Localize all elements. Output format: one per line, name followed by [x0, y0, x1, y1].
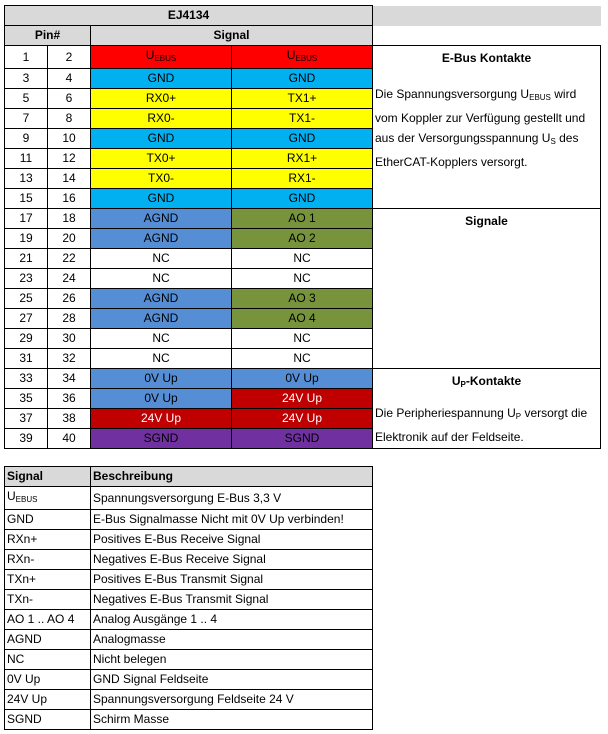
signal-cell	[232, 89, 373, 109]
signal-cell	[232, 109, 373, 129]
signal-text: GND	[147, 191, 175, 205]
pin-number: 27	[5, 309, 48, 329]
signal-cell	[232, 69, 373, 89]
legend-row	[5, 630, 373, 650]
signal-cell	[232, 129, 373, 149]
signal-text: AGND	[143, 291, 179, 305]
signal-cell	[232, 249, 373, 269]
legend-row	[5, 510, 373, 530]
pin-number: 35	[5, 389, 48, 409]
signal-text: NC	[7, 652, 25, 666]
signal-cell	[232, 229, 373, 249]
signal-text: RX0-	[147, 111, 175, 125]
pin-number: 34	[48, 369, 91, 389]
signal-cell	[232, 429, 373, 449]
pin-number: 19	[5, 229, 48, 249]
signal-text: TX1+	[287, 91, 317, 105]
pin-number: 33	[5, 369, 48, 389]
signal-cell	[91, 409, 232, 429]
signal-text: GND	[147, 131, 175, 145]
signal-text: NC	[293, 251, 311, 265]
pin-number: 39	[5, 429, 48, 449]
signal-text: GND	[288, 131, 316, 145]
legend-signal	[5, 710, 91, 730]
pin-number: 32	[48, 349, 91, 369]
pin-rows	[5, 46, 601, 449]
legend-description: GND Signal Feldseite	[91, 670, 373, 690]
signal-text: TXn-	[7, 592, 34, 606]
signal-text: U	[145, 48, 155, 62]
signal-text: GND	[7, 512, 34, 526]
signal-text: NC	[293, 351, 311, 365]
signal-text: AO 4	[288, 311, 316, 325]
legend-rows	[5, 487, 373, 730]
legend-description: Negatives E-Bus Receive Signal	[91, 550, 373, 570]
signal-cell	[232, 409, 373, 429]
signal-text: 24V Up	[281, 411, 323, 425]
legend-description-header: Beschreibung	[91, 467, 373, 487]
signal-text: RX1+	[286, 151, 318, 165]
signal-cell	[91, 309, 232, 329]
pin-header: Pin#	[5, 26, 91, 46]
signal-text: 24V Up	[140, 411, 182, 425]
pin-number: 6	[48, 89, 91, 109]
pin-number: 26	[48, 289, 91, 309]
legend-row	[5, 530, 373, 550]
signal-cell	[232, 349, 373, 369]
pin-number: 2	[48, 46, 91, 69]
legend-row	[5, 487, 373, 510]
ebus-heading: E-Bus Kontakte	[441, 51, 532, 65]
signal-text: AO 1	[288, 211, 316, 225]
legend-row	[5, 690, 373, 710]
signal-cell	[91, 129, 232, 149]
pin-number: 23	[5, 269, 48, 289]
legend-description: Nicht belegen	[91, 650, 373, 670]
pin-number: 15	[5, 189, 48, 209]
signal-text: AGND	[143, 311, 179, 325]
signal-text: RX1-	[288, 171, 316, 185]
pin-number: 25	[5, 289, 48, 309]
pin-number: 14	[48, 169, 91, 189]
ebus-text: Die Spannungsversorgung $U_{EBUS}$ wird vom Koppler zur Verfügung gestellt und aus der Versorgungsspannung $U_S$ des EtherCAT-Kopplers versorgt.	[375, 87, 586, 169]
legend-signal	[5, 487, 91, 510]
legend-description: Spannungsversorgung E-Bus 3,3 V	[91, 487, 373, 510]
pin-number: 22	[48, 249, 91, 269]
table-title: EJ4134	[5, 6, 373, 26]
signal-cell	[232, 46, 373, 69]
signal-text: NC	[152, 251, 170, 265]
signal-text: NC	[152, 351, 170, 365]
signal-cell	[232, 329, 373, 349]
signal-text: AGND	[143, 211, 179, 225]
legend-signal	[5, 610, 91, 630]
signal-text: GND	[288, 191, 316, 205]
pin-number: 40	[48, 429, 91, 449]
legend-row	[5, 670, 373, 690]
signal-cell	[232, 169, 373, 189]
signal-cell	[91, 349, 232, 369]
pin-number: 30	[48, 329, 91, 349]
signal-cell	[232, 369, 373, 389]
legend-table	[4, 466, 373, 730]
signal-cell	[91, 169, 232, 189]
pin-number: 38	[48, 409, 91, 429]
signal-cell	[91, 69, 232, 89]
legend-description: Analog Ausgänge 1 .. 4	[91, 610, 373, 630]
signal-text: AGND	[143, 231, 179, 245]
ebus-description	[373, 46, 601, 209]
legend-signal	[5, 670, 91, 690]
signal-text: TX0-	[147, 171, 174, 185]
signal-cell	[91, 369, 232, 389]
signal-text: U	[286, 48, 296, 62]
signal-subscript: EBUS	[295, 54, 318, 63]
signal-text: AO 2	[288, 231, 316, 245]
signal-text: SGND	[143, 431, 179, 445]
signal-text: GND	[147, 71, 175, 85]
pin-number: 7	[5, 109, 48, 129]
pin-number: 16	[48, 189, 91, 209]
signale-description	[373, 209, 601, 369]
pin-number: 10	[48, 129, 91, 149]
signal-cell	[232, 149, 373, 169]
signal-text: AO 3	[288, 291, 316, 305]
legend-signal	[5, 530, 91, 550]
signal-text: TX0+	[146, 151, 176, 165]
pinout-table	[4, 5, 601, 449]
pin-row	[5, 46, 601, 69]
pin-number: 31	[5, 349, 48, 369]
legend-signal-header: Signal	[5, 467, 91, 487]
signal-cell	[91, 329, 232, 349]
signal-text: TXn+	[7, 572, 37, 586]
legend-signal	[5, 590, 91, 610]
pin-number: 29	[5, 329, 48, 349]
pin-row	[5, 209, 601, 229]
pin-number: 13	[5, 169, 48, 189]
pin-row	[5, 369, 601, 389]
pin-number: 21	[5, 249, 48, 269]
signal-text: 0V Up	[7, 672, 41, 686]
signal-text: RX0+	[145, 91, 177, 105]
legend-row	[5, 710, 373, 730]
pin-number: 20	[48, 229, 91, 249]
signal-cell	[232, 389, 373, 409]
legend-signal	[5, 630, 91, 650]
up-text: Die Peripheriespannung $U_P$ versorgt die Elektronik auf der Feldseite.	[375, 406, 588, 444]
signal-text: 24V Up	[7, 692, 48, 706]
signal-text: AGND	[7, 632, 42, 646]
legend-row	[5, 550, 373, 570]
pin-number: 8	[48, 109, 91, 129]
legend-signal	[5, 550, 91, 570]
legend-row	[5, 570, 373, 590]
legend-signal	[5, 570, 91, 590]
signal-text: NC	[152, 271, 170, 285]
signal-subscript: EBUS	[15, 495, 38, 504]
signal-text: RXn-	[7, 552, 35, 566]
legend-description: Negatives E-Bus Transmit Signal	[91, 590, 373, 610]
pin-number: 3	[5, 69, 48, 89]
signal-cell	[91, 109, 232, 129]
legend-description: Positives E-Bus Transmit Signal	[91, 570, 373, 590]
signal-text: U	[7, 489, 16, 503]
signal-cell	[91, 289, 232, 309]
signal-text: SGND	[7, 712, 42, 726]
pin-number: 1	[5, 46, 48, 69]
legend-signal	[5, 690, 91, 710]
signal-cell	[232, 209, 373, 229]
signal-text: TX1-	[288, 111, 315, 125]
legend-description: Positives E-Bus Receive Signal	[91, 530, 373, 550]
legend-signal	[5, 510, 91, 530]
signal-text: RXn+	[7, 532, 38, 546]
signal-cell	[91, 189, 232, 209]
signal-header: Signal	[91, 26, 373, 46]
pin-number: 36	[48, 389, 91, 409]
pin-number: 4	[48, 69, 91, 89]
signal-cell	[232, 309, 373, 329]
signal-cell	[91, 209, 232, 229]
legend-row	[5, 610, 373, 630]
signal-text: 0V Up	[144, 391, 178, 405]
signal-text: GND	[288, 71, 316, 85]
up-heading: $U_P$-Kontakte	[451, 374, 522, 389]
signale-heading: Signale	[465, 214, 508, 228]
signal-text: NC	[293, 271, 311, 285]
signal-subscript: EBUS	[154, 54, 177, 63]
signal-cell	[232, 269, 373, 289]
pin-number: 17	[5, 209, 48, 229]
signal-text: NC	[152, 331, 170, 345]
signal-cell	[91, 46, 232, 69]
legend-row	[5, 650, 373, 670]
legend-description: Analogmasse	[91, 630, 373, 650]
signal-cell	[91, 89, 232, 109]
up-description	[373, 369, 601, 449]
signal-text: 0V Up	[285, 371, 319, 385]
legend-description: E-Bus Signalmasse Nicht mit 0V Up verbinden!	[91, 510, 373, 530]
pin-number: 24	[48, 269, 91, 289]
pin-number: 9	[5, 129, 48, 149]
signal-text: AO 1 .. AO 4	[7, 612, 75, 626]
pin-number: 28	[48, 309, 91, 329]
pin-number: 5	[5, 89, 48, 109]
signal-text: SGND	[284, 431, 320, 445]
signal-cell	[91, 229, 232, 249]
pin-number: 11	[5, 149, 48, 169]
legend-row	[5, 590, 373, 610]
legend-description: Schirm Masse	[91, 710, 373, 730]
signal-cell	[232, 289, 373, 309]
pin-number: 37	[5, 409, 48, 429]
signal-cell	[91, 429, 232, 449]
pin-number: 18	[48, 209, 91, 229]
signal-cell	[91, 389, 232, 409]
signal-text: 0V Up	[144, 371, 178, 385]
signal-cell	[91, 269, 232, 289]
signal-text: NC	[293, 331, 311, 345]
legend-signal	[5, 650, 91, 670]
pin-number: 12	[48, 149, 91, 169]
signal-cell	[91, 249, 232, 269]
legend-description: Spannungsversorgung Feldseite 24 V	[91, 690, 373, 710]
signal-text: 24V Up	[281, 391, 323, 405]
signal-cell	[232, 189, 373, 209]
signal-cell	[91, 149, 232, 169]
